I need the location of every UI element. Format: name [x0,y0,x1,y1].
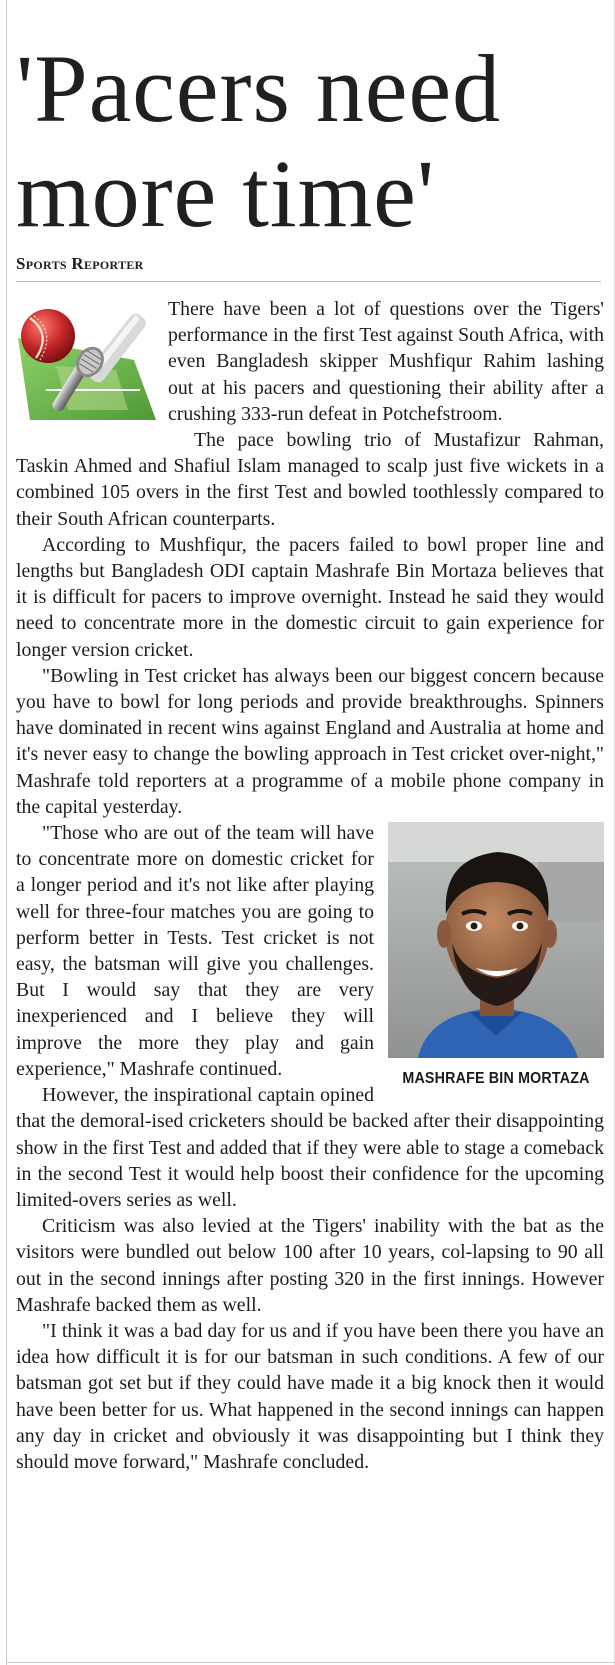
paragraph-4: "Bowling in Test cricket has always been our biggest concern because you have to bowl for long periods and provide breakthroughs. Spinners have dominated in recent wins against England and Australia at home and it's never easy to change the bowling approach in Test cricket over-night," Mashrafe told reporters at a programme of a mobile phone company in the capital yesterday. [16,664,604,818]
paragraph-7: Criticism was also levied at the Tigers' inability with the bat as the visitors were bundled out below 100 after 10 years, col-lapsing to 90 all out in the second innings after posting 320 in the first innings. However Mashrafe backed them as well. [16,1215,604,1316]
left-column-rule [6,0,7,1665]
photo-caption: MASHRAFE BIN MORTAZA [402,1070,590,1088]
paragraph-8: "I think it was a bad day for us and if you have been there you have an idea how difficult it is for our batsman in such conditions. A few of our batsman got set but if they could have made it a big knock then it would have been better for us. What happened in the second innings can happen any day in cricket and obviously it was disappointing but I think they should move forward," Mashrafe concluded. [16,1319,604,1473]
paragraph-2: The pace bowling trio of Mustafizur Rahman, Taskin Ahmed and Shafiul Islam managed to scalp just five wickets in a combined 105 overs in the first Test and bowled toothlessly compared to their South African counterparts. [16,429,604,530]
paragraph-3: According to Mushfiqur, the pacers failed to bowl proper line and lengths but Bangladesh ODI captain Mashrafe Bin Mortaza believes that it is difficult for pacers to improve overnight. Instead he said they would need to concentrate more in the domestic circuit to gain experience for longer version cricket. [16,533,604,661]
paragraph-6: However, the inspirational captain opined that the demoral-ised cricketers should be backed after their disappointing show in the first Test and added that if they were able to stage a comeback in the second Test it would help boost their confidence for the upcoming limited-overs series as well. [16,1084,604,1211]
player-portrait [388,822,604,1058]
cricket-ball-and-microphone-icon [16,298,158,430]
headline: 'Pacers need more time' [16,35,502,247]
byline: Sports Reporter [16,254,144,273]
bottom-rule [6,1662,615,1663]
article-body [16,296,604,1475]
paragraph-5: "Those who are out of the team will have to concentrate more on domestic cricket for a longer period and it's not like after playing well for three-four matches you are going to perform better in Tests. Test cricket is not easy, the batsman will give you challenges. But I would say that they are very inexperienced and I believe they will improve the more they play and gain experience," Mashrafe continued. [16,822,374,1080]
byline-divider [16,281,601,282]
player-photo-block [388,822,604,1092]
paragraph-1: There have been a lot of questions over the Tigers' performance in the first Test against South Africa, with even Bangladesh skipper Mushfiqur Rahim lashing out at his pacers and questioning their ability after a crushing 333-run defeat in Potchefstroom. [168,298,604,425]
